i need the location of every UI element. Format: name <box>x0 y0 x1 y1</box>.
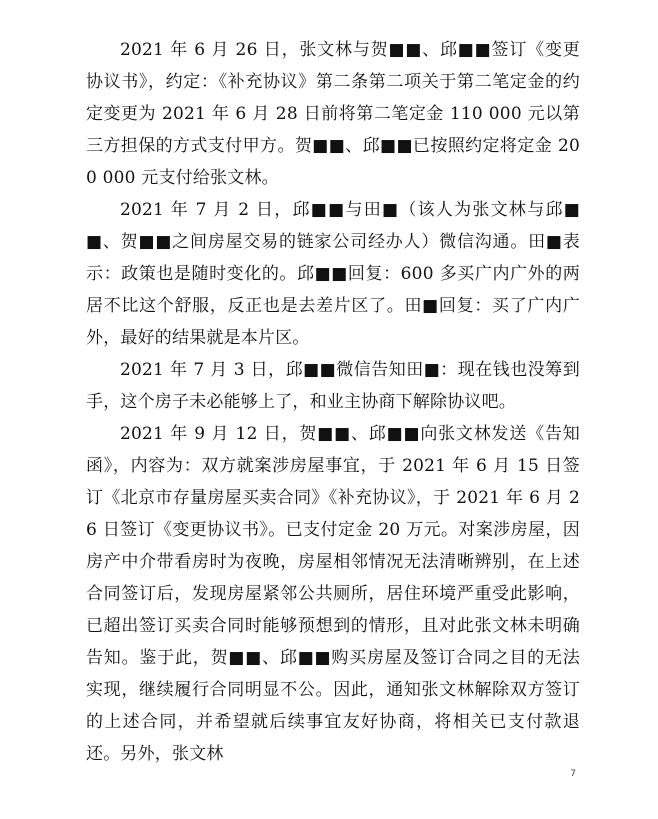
document-page <box>86 34 580 770</box>
paragraph-contract-amendment: 2021 年 6 月 26 日，张文林与贺■■、邱■■签订《变更协议书》，约定：《补充协议》第二条第二项关于第二笔定金的约定变更为 2021 年 6 月 28 日前将第二笔定金 110 000 元以第三方担保的方式支付甲方。贺■■、邱■■已按照约定将定金 200 000 元支付给张文林。 <box>86 40 580 188</box>
paragraph-wechat-notice: 2021 年 7 月 3 日，邱■■微信告知田■：现在钱也没筹到手，这个房子未必能够上了，和业主协商下解除协议吧。 <box>86 360 580 412</box>
paragraph-wechat-communication: 2021 年 7 月 2 日，邱■■与田■（该人为张文林与邱■■、贺■■之间房屋交易的链家公司经办人）微信沟通。田■表示：政策也是随时变化的。邱■■回复：600 多买广内广外的两居不比这个舒服，反正也是去差片区了。田■回复：买了广内广外，最好的结果就是本片区。 <box>86 200 580 348</box>
page-number: 7 <box>570 769 576 779</box>
paragraph-notification-letter: 2021 年 9 月 12 日，贺■■、邱■■向张文林发送《告知函》，内容为：双方就案涉房屋事宜，于 2021 年 6 月 15 日签订《北京市存量房屋买卖合同》《补充协议》，于 2021 年 6 月 26 日签订《变更协议书》。已支付定金 20 万元。对案涉房屋，因房产中介带看房时为夜晚，房屋相邻情况无法清晰辨别，在上述合同签订后，发现房屋紧邻公共厕所，居住环境严重受此影响，已超出签订买卖合同时能够预想到的情形，且对此张文林未明确告知。鉴于此，贺■■、邱■■购买房屋及签订合同之目的无法实现，继续履行合同明显不公。因此，通知张文林解除双方签订的上述合同，并希望就后续事宜友好协商，将相关已支付款退还。另外，张文林 <box>86 424 580 764</box>
